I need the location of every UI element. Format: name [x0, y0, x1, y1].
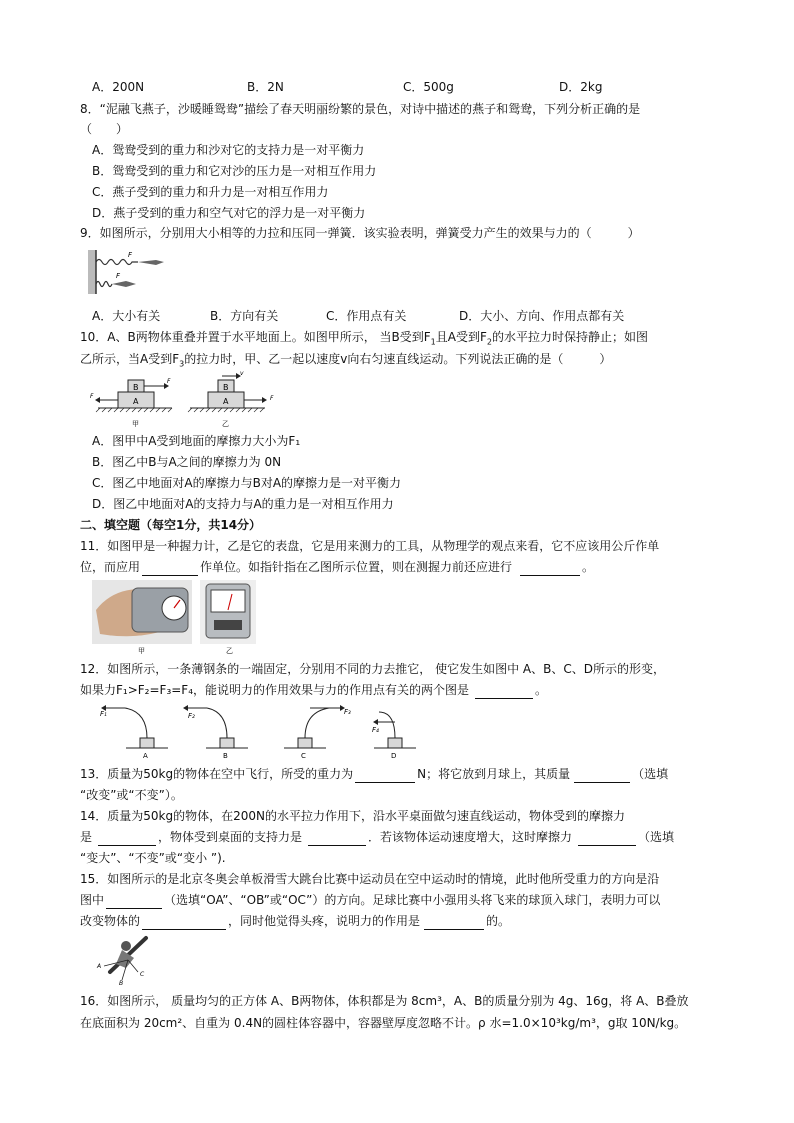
- q10-option-c: C．图乙中地面对A的摩擦力与B对A的摩擦力是一对平衡力: [92, 476, 402, 490]
- strip-a: [100, 705, 168, 760]
- q10-stem-line2: 乙所示，当A受到$F_3$的拉力时，甲、乙一起以速度v向右匀速直线运动。下列说法正确的是（ ）: [80, 352, 612, 369]
- q7-option-d: D．2kg: [559, 80, 603, 94]
- svg-text:B: B: [119, 980, 124, 986]
- q9-stem: 9．如图所示，分别用大小相等的力拉和压同一弹簧．该实验表明，弹簧受力产生的效果与力的（ ）: [80, 226, 640, 240]
- q10-option-b: B．图乙中B与A之间的摩擦力为 0N: [92, 455, 282, 469]
- q13-blank-1[interactable]: [355, 770, 415, 783]
- svg-text:F₂: F₂: [188, 712, 195, 720]
- svg-text:甲: 甲: [138, 647, 145, 655]
- q12-blank[interactable]: [475, 686, 533, 699]
- q8-option-d: D．燕子受到的重力和空气对它的浮力是一对平衡力: [92, 206, 366, 220]
- q15-line1: 15．如图所示的是北京冬奥会单板滑雪大跳台比赛中运动员在空中运动时的情境，此时他所受重力的方向是沿: [80, 872, 660, 886]
- q8-option-b: B．鸳鸯受到的重力和它对沙的压力是一对相互作用力: [92, 164, 377, 178]
- fig-label-jia: 甲: [132, 420, 139, 428]
- svg-text:v: v: [240, 370, 244, 377]
- q9-option-a: A．大小有关: [92, 309, 161, 323]
- hand-pull: [138, 260, 164, 265]
- fig-label-yi: 乙: [222, 420, 229, 428]
- q9-force-top: F: [128, 251, 133, 259]
- svg-text:A: A: [133, 397, 139, 406]
- svg-text:B: B: [223, 752, 228, 760]
- svg-text:乙: 乙: [226, 647, 233, 655]
- q9-force-bottom: F: [116, 272, 121, 280]
- q8-option-a: A．鸳鸯受到的重力和沙对它的支持力是一对平衡力: [92, 143, 365, 157]
- svg-text:A: A: [143, 752, 148, 760]
- spring-compressed: [96, 282, 112, 287]
- q8-paren: （ ）: [80, 122, 129, 136]
- svg-text:F₁: F₁: [100, 710, 107, 718]
- q15-snowboarder-figure: [92, 932, 162, 986]
- q14-blank-1[interactable]: [98, 833, 156, 846]
- q9-option-b: B．方向有关: [210, 309, 279, 323]
- svg-text:F: F: [270, 395, 274, 402]
- strip-b: [183, 705, 248, 760]
- q9-option-d: D．大小、方向、作用点都有关: [459, 309, 625, 323]
- q11-blank-1[interactable]: [142, 563, 198, 576]
- svg-text:D: D: [391, 752, 397, 760]
- svg-text:F₄: F₄: [372, 726, 379, 734]
- q14-blank-3[interactable]: [578, 833, 636, 846]
- q14-blank-2[interactable]: [308, 833, 366, 846]
- q10-figure: [90, 370, 290, 430]
- q11-line1: 11．如图甲是一种握力计，乙是它的表盘，它是用来测力的工具，从物理学的观点来看，它不应该用公斤作单: [80, 539, 660, 553]
- strip-d: [372, 712, 416, 760]
- q13-blank-2[interactable]: [574, 770, 630, 783]
- svg-text:A: A: [97, 963, 102, 970]
- q15-blank-3[interactable]: [424, 917, 484, 930]
- q10-stem-line1: 10．A、B两物体重叠并置于水平地面上。如图甲所示， 当B受到$F_1$且A受到$F_2$的水平拉力时保持静止；如图: [80, 330, 648, 347]
- svg-text:F₃: F₃: [344, 708, 351, 716]
- q12-line1: 12．如图所示，一条薄钢条的一端固定，分别用不同的力去推它， 使它发生如图中 A、B、C、D所示的形变，: [80, 662, 665, 676]
- q11-grip-figure: [92, 580, 262, 656]
- q15-blank-2[interactable]: [142, 917, 226, 930]
- q12-steel-strip-figure: [96, 702, 426, 760]
- svg-text:B: B: [223, 383, 229, 392]
- q15-blank-1[interactable]: [106, 896, 162, 909]
- svg-text:C: C: [140, 971, 145, 978]
- svg-text:F: F: [167, 378, 171, 385]
- q7-option-b: B．2N: [247, 80, 284, 94]
- q16-line2: 在底面积为 20cm²、自重为 0.4N的圆柱体容器中，容器壁厚度忽略不计。ρ 水=1.0×10³kg/m³，g取 10N/kg。: [80, 1016, 687, 1030]
- svg-text:C: C: [301, 752, 306, 760]
- q8-option-c: C．燕子受到的重力和升力是一对相互作用力: [92, 185, 329, 199]
- q14-line3: “变大”、“不变”或“变小 ”).: [80, 851, 226, 865]
- q14-line1: 14．质量为50kg的物体，在200N的水平拉力作用下，沿水平桌面做匀速直线运动，物体受到的摩擦力: [80, 809, 625, 823]
- q13-line2: “改变”或“不变”）。: [80, 788, 183, 802]
- q13-line1: 13．质量为50kg的物体在空中飞行，所受的重力为 N；将它放到月球上，其质量 （选填: [80, 767, 669, 781]
- section-2-title: 二、填空题（每空1分，共14分）: [80, 518, 262, 532]
- q10-option-a: A．图甲中A受到地面的摩擦力大小为F₁: [92, 434, 301, 448]
- q7-option-a: A．200N: [92, 80, 145, 94]
- q14-line2: 是 ，物体受到桌面的支持力是 ．若该物体运动速度增大，这时摩擦力 （选填: [80, 830, 675, 844]
- q10-option-d: D．图乙中地面对A的支持力与A的重力是一对相互作用力: [92, 497, 394, 511]
- svg-text:B: B: [133, 383, 139, 392]
- q9-option-c: C．作用点有关: [326, 309, 407, 323]
- strip-c: [284, 705, 351, 760]
- q15-line2: 图中 （选填“OA”、“OB”或“OC”）的方向。足球比赛中小强用头将飞来的球顶入球门，表明力可以: [80, 893, 661, 907]
- q12-line2: 如果力F₁>F₂=F₃=F₄，能说明力的作用效果与力的作用点有关的两个图是 。: [80, 683, 548, 697]
- svg-text:A: A: [223, 397, 229, 406]
- hand-push: [112, 281, 136, 287]
- wall: [88, 250, 96, 294]
- spring-stretched: [96, 260, 138, 265]
- q11-line2: 位，而应用 作单位。如指针指在乙图所示位置，则在测握力前还应进行 。: [80, 560, 595, 574]
- q16-line1: 16．如图所示， 质量均匀的正方体 A、B两物体，体积都是为 8cm³，A、B的质量分别为 4g、16g，将 A、B叠放: [80, 994, 689, 1008]
- q7-option-c: C．500g: [403, 80, 454, 94]
- rider-head: [121, 941, 131, 951]
- q8-stem: 8．“泥融飞燕子，沙暖睡鸳鸯”描绘了春天明丽纷繁的景色，对诗中描述的燕子和鸳鸯，下列分析正确的是: [80, 102, 641, 116]
- svg-text:F: F: [90, 393, 94, 400]
- q15-line3: 改变物体的 ，同时他觉得头疼，说明力的作用是 的。: [80, 914, 511, 928]
- q11-blank-2[interactable]: [520, 563, 580, 576]
- q9-spring-figure: [88, 248, 174, 296]
